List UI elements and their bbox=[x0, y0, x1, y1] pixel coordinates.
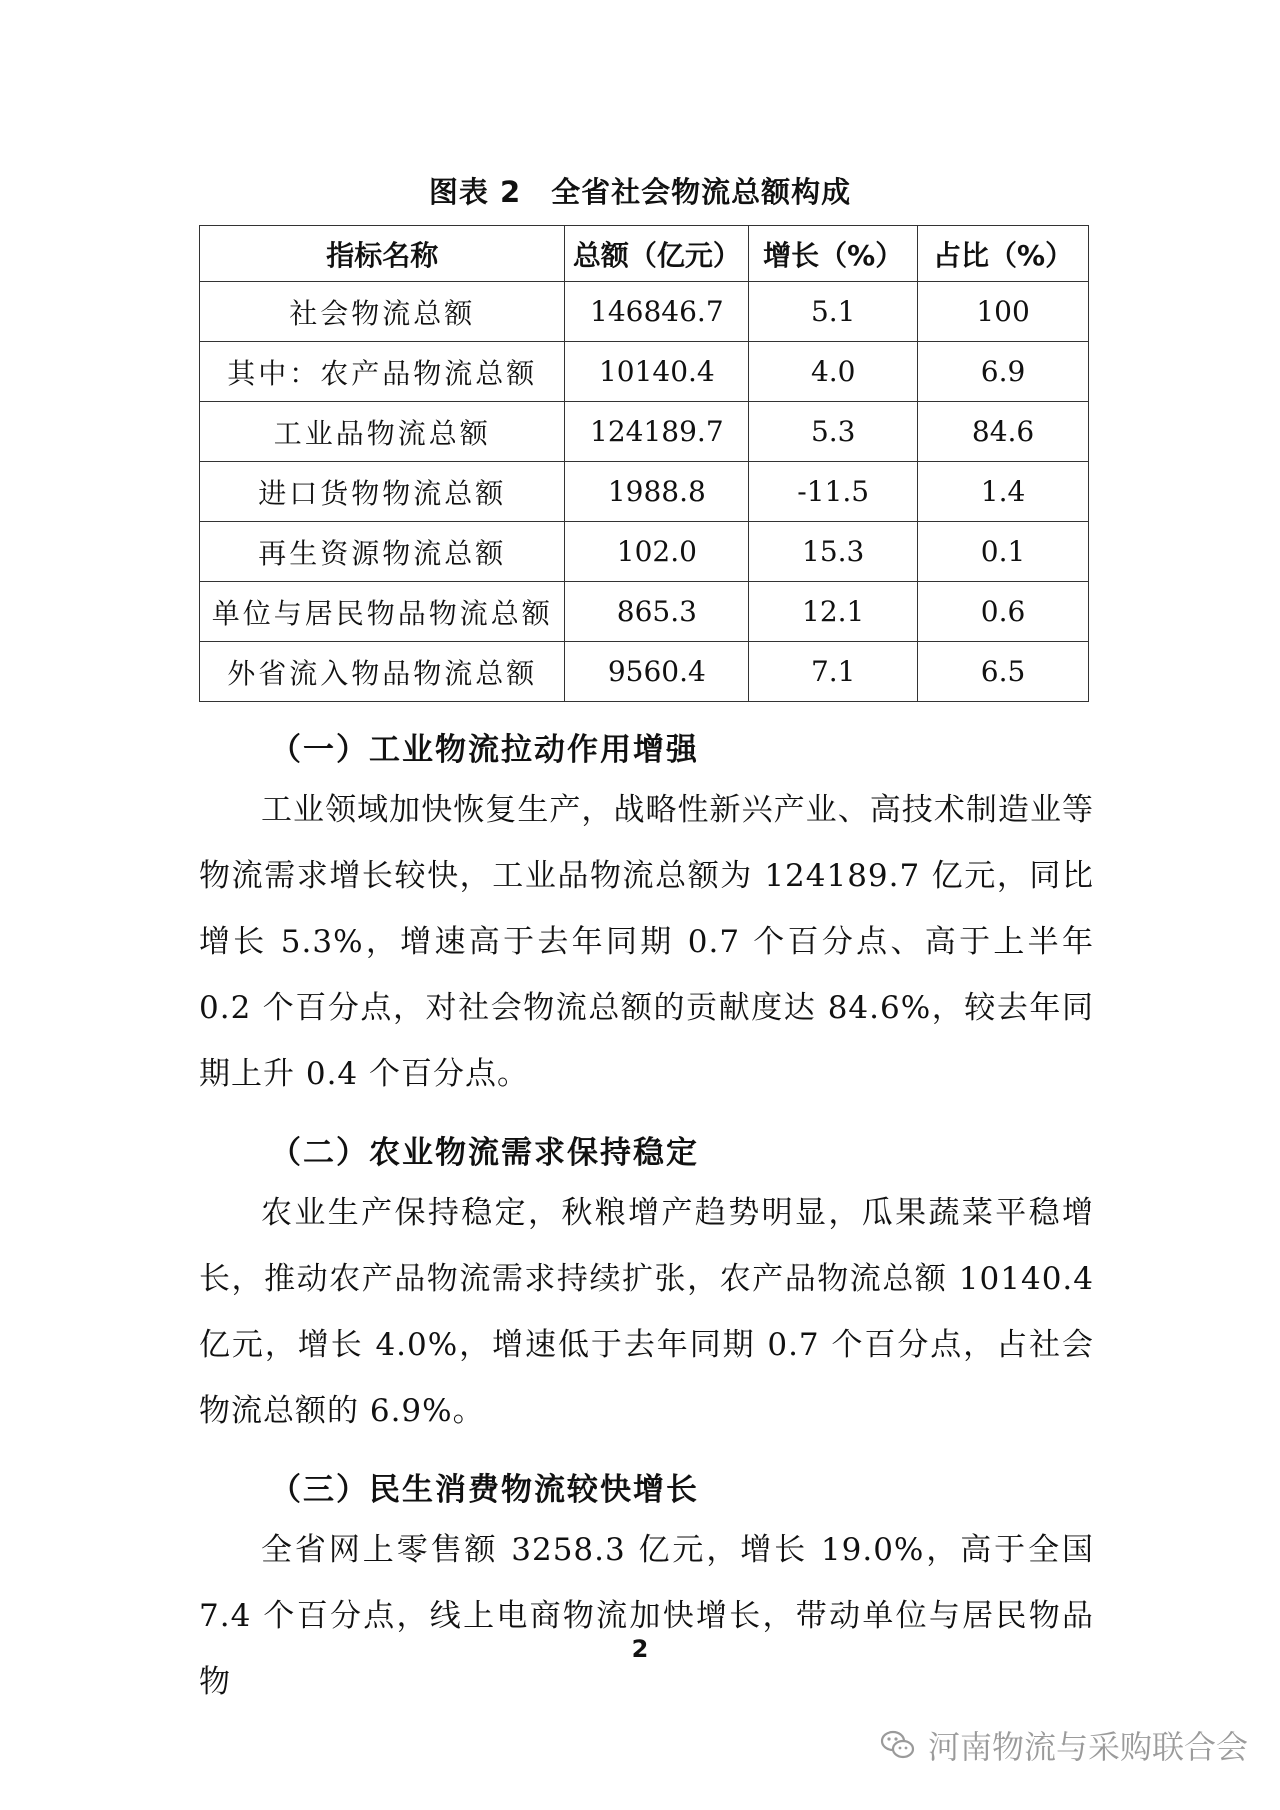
cell-total: 9560.4 bbox=[565, 642, 749, 702]
cell-indicator: 再生资源物流总额 bbox=[200, 522, 565, 582]
column-header-indicator: 指标名称 bbox=[200, 226, 565, 282]
table-row bbox=[200, 462, 1089, 522]
table-row bbox=[200, 402, 1089, 462]
table-row bbox=[200, 282, 1089, 342]
cell-share: 0.1 bbox=[918, 522, 1089, 582]
table-caption: 图表 2 全省社会物流总额构成 bbox=[428, 175, 852, 209]
cell-growth: 5.3 bbox=[749, 402, 918, 462]
table-row bbox=[200, 582, 1089, 642]
wechat-icon bbox=[880, 1729, 916, 1761]
cell-growth: -11.5 bbox=[749, 462, 918, 522]
cell-share: 6.5 bbox=[918, 642, 1089, 702]
cell-share: 1.4 bbox=[918, 462, 1089, 522]
cell-total: 10140.4 bbox=[565, 342, 749, 402]
column-header-share: 占比（%） bbox=[918, 226, 1089, 282]
cell-growth: 7.1 bbox=[749, 642, 918, 702]
cell-total: 865.3 bbox=[565, 582, 749, 642]
cell-indicator: 进口货物物流总额 bbox=[200, 462, 565, 522]
cell-growth: 15.3 bbox=[749, 522, 918, 582]
section-body-agricultural: 农业生产保持稳定，秋粮增产趋势明显，瓜果蔬菜平稳增长，推动农产品物流需求持续扩张，农产品物流总额 10140.4 亿元，增长 4.0%，增速低于去年同期 0.7 个百分点，占社会物流总额的 6.9%。 bbox=[199, 1195, 1094, 1429]
cell-share: 0.6 bbox=[918, 582, 1089, 642]
page-number: 2 bbox=[631, 1635, 649, 1663]
cell-total: 146846.7 bbox=[565, 282, 749, 342]
cell-growth: 4.0 bbox=[749, 342, 918, 402]
cell-growth: 5.1 bbox=[749, 282, 918, 342]
cell-share: 84.6 bbox=[918, 402, 1089, 462]
cell-total: 124189.7 bbox=[565, 402, 749, 462]
table-row bbox=[200, 642, 1089, 702]
section-body-industrial: 工业领域加快恢复生产，战略性新兴产业、高技术制造业等物流需求增长较快，工业品物流总额为 124189.7 亿元，同比增长 5.3%，增速高于去年同期 0.7 个百分点、高于上半年 0.2 个百分点，对社会物流总额的贡献度达 84.6%，较去年同期上升 0.4 个百分点。 bbox=[199, 792, 1094, 1092]
table-row bbox=[200, 342, 1089, 402]
cell-total: 1988.8 bbox=[565, 462, 749, 522]
cell-indicator: 单位与居民物品物流总额 bbox=[200, 582, 565, 642]
cell-share: 100 bbox=[918, 282, 1089, 342]
cell-growth: 12.1 bbox=[749, 582, 918, 642]
cell-indicator: 其中：农产品物流总额 bbox=[200, 342, 565, 402]
cell-indicator: 工业品物流总额 bbox=[200, 402, 565, 462]
cell-indicator: 外省流入物品物流总额 bbox=[200, 642, 565, 702]
watermark-text: 河南物流与采购联合会 bbox=[928, 1728, 1249, 1766]
table-header-row bbox=[200, 226, 1089, 282]
cell-total: 102.0 bbox=[565, 522, 749, 582]
column-header-growth: 增长（%） bbox=[749, 226, 918, 282]
section-heading-industrial: （一）工业物流拉动作用增强 bbox=[270, 732, 699, 768]
cell-share: 6.9 bbox=[918, 342, 1089, 402]
watermark bbox=[880, 1722, 1248, 1768]
section-heading-agricultural: （二）农业物流需求保持稳定 bbox=[270, 1135, 699, 1171]
logistics-composition-table bbox=[199, 225, 1089, 702]
section-heading-consumption: （三）民生消费物流较快增长 bbox=[270, 1472, 699, 1508]
cell-indicator: 社会物流总额 bbox=[200, 282, 565, 342]
table-row bbox=[200, 522, 1089, 582]
column-header-total: 总额（亿元） bbox=[565, 226, 749, 282]
section-body-consumption: 全省网上零售额 3258.3 亿元，增长 19.0%，高于全国 7.4 个百分点，线上电商物流加快增长，带动单位与居民物品物 bbox=[199, 1532, 1094, 1700]
